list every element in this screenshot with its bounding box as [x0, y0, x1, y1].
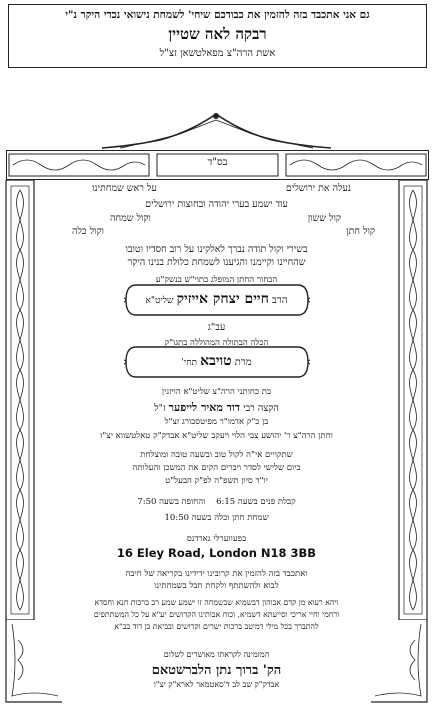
bottom-right-corner-ornament-icon — [369, 620, 429, 704]
groom-suffix: שליט"א — [145, 296, 174, 306]
bride-prefix: מרת — [234, 357, 252, 368]
closing-line-5: להתברך בכל מילי דמיטב ברכות ישרים וקדושים ובביאת בן דוד בב"א — [114, 622, 319, 631]
bride-family-2-prefix: הקצה רבי — [243, 403, 279, 414]
bride-title: הכלה הבתולה המהוללה בתגו"ק — [164, 338, 269, 348]
signature-intro: המזמינה לקראתו מאושרים לשלום — [163, 650, 270, 659]
groom-prefix: הרב — [272, 295, 288, 306]
reception-time: 6:15 — [216, 497, 236, 507]
basad-label: בס"ד — [207, 157, 228, 168]
intro-left-3a: וקול שמחה — [110, 213, 151, 224]
intro-left-1: על ראש שמחתינו — [92, 183, 157, 194]
notice-name: רבקה לאה שטיין — [168, 25, 267, 43]
reception-label: קבלת פנים בשעה — [237, 497, 296, 507]
groom-title: הבחור החתן המופלג בתוי"ש בנשק"ע — [155, 275, 278, 285]
intro-line-5: שהחיינו וקיימנו והגיענו לשמחת כלולת בנינו היקר — [127, 257, 306, 268]
notice-line: אשת הרה"צ מפאלטשאן זצ"ל — [159, 48, 276, 59]
bride-family-2-suffix: ז"ל — [154, 403, 166, 414]
dinner-time: 10:50 — [164, 513, 190, 523]
bottom-left-corner-ornament-icon — [4, 620, 64, 704]
bride-family-2 — [0, 401, 433, 414]
notice-line: גם אני אתכבד בזה להזמין את כבודכם שיחי' לשמחת נישואי נכדי היקר נ"י — [65, 9, 370, 21]
bride-family-1: בת כחותני הרה"צ שליט"א הויזנין — [161, 387, 272, 397]
intro-line-4: בשירי וקול תודה נברך לאלקינו על רוב חסדיו וטובו — [125, 244, 308, 255]
intro-right-3a: קול ששון — [307, 213, 341, 224]
intro-right-3b: קול חתן — [346, 226, 375, 237]
groom-name-line — [0, 291, 433, 308]
times-line-1 — [0, 496, 433, 507]
event-line-2: ביום שלישי לסדר ויברים הקים את המשכן והעלותה — [132, 463, 301, 473]
venue-label: בפעווערלי גארדנס — [186, 534, 247, 544]
event-line-1: שתקויים אי"ה לקול טוב ובשעה טובה ומוצלחת — [140, 450, 293, 460]
groom-name: חיים יצחק אייזיק — [176, 291, 269, 307]
signature-title: אבדק"ק שב לב ד'סאטמאר לארא"ק יצ"ו — [153, 680, 280, 689]
dinner-label: שמחת חתן וכלה בשעה — [191, 513, 269, 523]
closing-line-2: לבוא ולהשתתף ולקחת חבל בשמחתינו — [154, 581, 279, 591]
bride-suffix: תחי' — [181, 358, 197, 368]
bride-name-line — [0, 353, 433, 370]
bride-family-3: בן כ"ק אדמו"ר מפיטסבורג זצ"ל — [164, 417, 269, 427]
bride-family-4: וחתן הרה"צ ר' יהושע צבי הלוי ויעקב שליט"א אבדק"ק טאלטשווא יצ"ו — [100, 431, 333, 441]
bride-name: טויבא — [200, 353, 232, 369]
closing-line-3: ויהא רעוא מן קדם אבוהון דבשמיא שבשמחה זו ישמע שמע רב ברכות חנא וחסדא — [94, 598, 339, 607]
closing-line-1: ואתכבד בזה להזמין את קרובינו ידידינו בקריאה של חיבה — [125, 569, 308, 579]
crown-ornament-icon — [100, 110, 333, 150]
venue-address: 16 Eley Road, London N18 3BB — [116, 546, 317, 560]
signature-name: הק' ברוך נתן הלברשטאם — [151, 663, 282, 678]
intro-right-1: נעלה את ירושלים — [285, 183, 351, 194]
bride-family-2-name: דוד מאיר לייפער — [168, 401, 241, 414]
intro-line-2: עוד ישמע בערי יהודה ובחוצות ירושלים — [145, 199, 288, 210]
chuppah-label: והחופה בשעה — [159, 497, 206, 507]
connector: עב"ג — [207, 322, 226, 333]
notice-box — [8, 4, 427, 68]
event-line-3: יו"ד סיון תשפ"ה לפ"ק הבעל"ט — [165, 476, 268, 486]
intro-left-3b: וקול כלה — [72, 226, 104, 237]
header-bar — [6, 150, 429, 180]
times-line-2 — [0, 512, 433, 523]
chuppah-time: 7:50 — [137, 497, 157, 507]
closing-line-4: ורחמי וחיי אריכי וסייעתא דשמיא, וכוח אבותינו הקדושים יע"א על כל המשתתפים — [93, 610, 340, 619]
